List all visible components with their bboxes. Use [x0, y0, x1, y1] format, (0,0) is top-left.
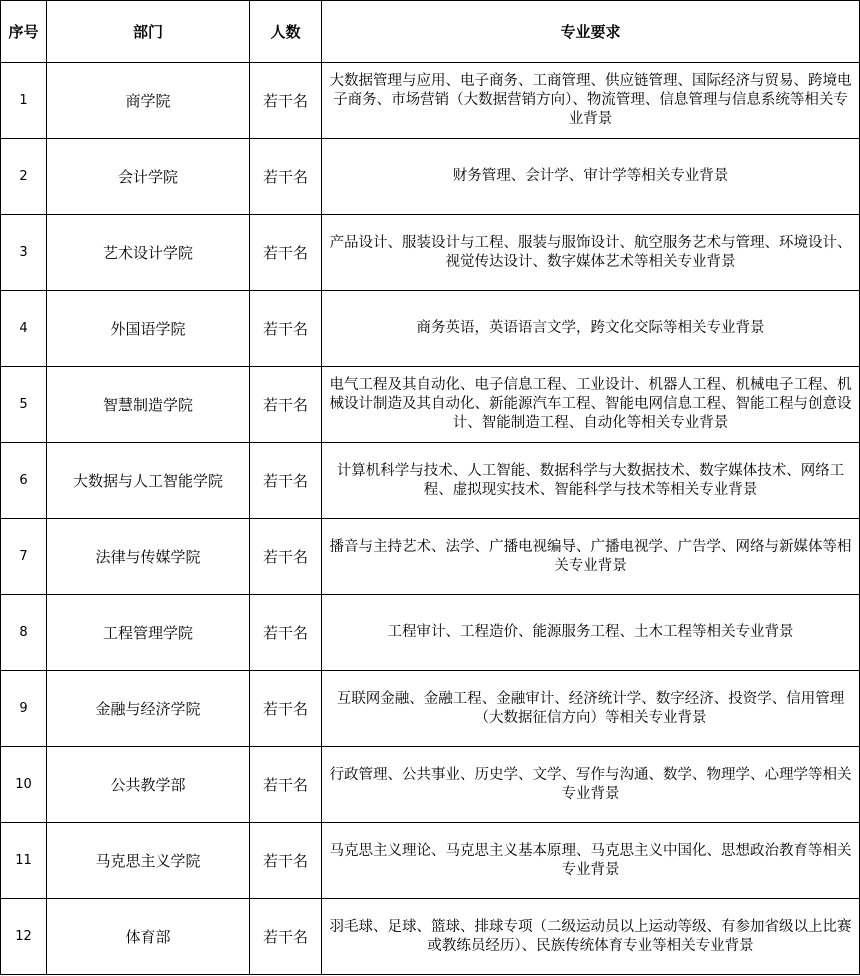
- row-index: 1: [1, 63, 47, 139]
- row-department: 体育部: [47, 899, 250, 975]
- row-count: 若干名: [250, 823, 322, 899]
- row-index: 3: [1, 215, 47, 291]
- row-count: 若干名: [250, 443, 322, 519]
- row-requirement: 电气工程及其自动化、电子信息工程、工业设计、机器人工程、机械电子工程、机械设计制造及其自动化、新能源汽车工程、智能电网信息工程、智能工程与创意设计、智能制造工程、自动化等相关专业背景: [322, 367, 860, 443]
- row-department: 艺术设计学院: [47, 215, 250, 291]
- row-index: 10: [1, 747, 47, 823]
- row-department: 马克思主义学院: [47, 823, 250, 899]
- row-index: 4: [1, 291, 47, 367]
- row-index: 12: [1, 899, 47, 975]
- row-count: 若干名: [250, 139, 322, 215]
- table-row: [1, 747, 860, 823]
- row-index: 8: [1, 595, 47, 671]
- row-department: 法律与传媒学院: [47, 519, 250, 595]
- table-row: [1, 291, 860, 367]
- row-requirement: 播音与主持艺术、法学、广播电视编导、广播电视学、广告学、网络与新媒体等相关专业背景: [322, 519, 860, 595]
- row-requirement: 行政管理、公共事业、历史学、文学、写作与沟通、数学、物理学、心理学等相关专业背景: [322, 747, 860, 823]
- row-index: 11: [1, 823, 47, 899]
- row-index: 9: [1, 671, 47, 747]
- table-row: [1, 215, 860, 291]
- row-department: 商学院: [47, 63, 250, 139]
- row-index: 7: [1, 519, 47, 595]
- row-department: 外国语学院: [47, 291, 250, 367]
- table-row: [1, 671, 860, 747]
- table-header-row: [1, 1, 860, 63]
- row-requirement: 工程审计、工程造价、能源服务工程、土木工程等相关专业背景: [322, 595, 860, 671]
- header-index: 序号: [1, 1, 47, 63]
- row-count: 若干名: [250, 63, 322, 139]
- row-requirement: 产品设计、服装设计与工程、服装与服饰设计、航空服务艺术与管理、环境设计、视觉传达设计、数字媒体艺术等相关专业背景: [322, 215, 860, 291]
- row-requirement: 财务管理、会计学、审计学等相关专业背景: [322, 139, 860, 215]
- row-department: 公共教学部: [47, 747, 250, 823]
- table-row: [1, 899, 860, 975]
- row-requirement: 商务英语，英语语言文学，跨文化交际等相关专业背景: [322, 291, 860, 367]
- row-index: 5: [1, 367, 47, 443]
- row-count: 若干名: [250, 215, 322, 291]
- row-count: 若干名: [250, 899, 322, 975]
- row-count: 若干名: [250, 519, 322, 595]
- row-count: 若干名: [250, 595, 322, 671]
- row-count: 若干名: [250, 671, 322, 747]
- table-row: [1, 595, 860, 671]
- row-count: 若干名: [250, 291, 322, 367]
- table-row: [1, 367, 860, 443]
- row-requirement: 羽毛球、足球、篮球、排球专项（二级运动员以上运动等级、有参加省级以上比赛或教练员经历）、民族传统体育专业等相关专业背景: [322, 899, 860, 975]
- row-department: 金融与经济学院: [47, 671, 250, 747]
- header-department: 部门: [47, 1, 250, 63]
- row-index: 6: [1, 443, 47, 519]
- table-row: [1, 443, 860, 519]
- row-index: 2: [1, 139, 47, 215]
- row-requirement: 计算机科学与技术、人工智能、数据科学与大数据技术、数字媒体技术、网络工程、虚拟现实技术、智能科学与技术等相关专业背景: [322, 443, 860, 519]
- row-requirement: 大数据管理与应用、电子商务、工商管理、供应链管理、国际经济与贸易、跨境电子商务、市场营销（大数据营销方向）、物流管理、信息管理与信息系统等相关专业背景: [322, 63, 860, 139]
- row-department: 智慧制造学院: [47, 367, 250, 443]
- table-row: [1, 63, 860, 139]
- row-department: 工程管理学院: [47, 595, 250, 671]
- header-requirement: 专业要求: [322, 1, 860, 63]
- row-count: 若干名: [250, 747, 322, 823]
- row-count: 若干名: [250, 367, 322, 443]
- row-requirement: 马克思主义理论、马克思主义基本原理、马克思主义中国化、思想政治教育等相关专业背景: [322, 823, 860, 899]
- header-count: 人数: [250, 1, 322, 63]
- row-department: 大数据与人工智能学院: [47, 443, 250, 519]
- table-row: [1, 823, 860, 899]
- table-row: [1, 519, 860, 595]
- row-department: 会计学院: [47, 139, 250, 215]
- row-requirement: 互联网金融、金融工程、金融审计、经济统计学、数字经济、投资学、信用管理（大数据征信方向）等相关专业背景: [322, 671, 860, 747]
- table-row: [1, 139, 860, 215]
